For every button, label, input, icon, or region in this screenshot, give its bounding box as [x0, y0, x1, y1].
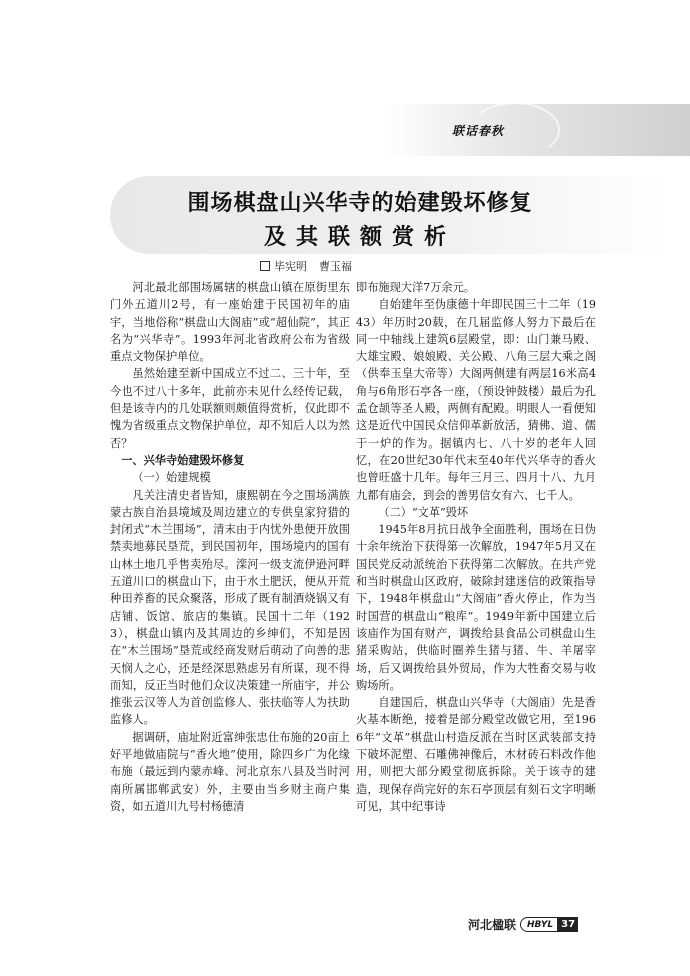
right-column — [356, 279, 596, 815]
author-box-icon — [260, 261, 270, 271]
section-tag: 联话春秋 — [452, 124, 505, 138]
journal-code: HBYL — [520, 917, 558, 932]
page-number: 37 — [558, 917, 578, 932]
paragraph: 即布施现大洋7万余元。 — [356, 281, 475, 294]
paragraph: 自建国后，棋盘山兴华寺（大阁庙）先是香火基本断绝，接着是部分殿堂改做它用，至1966年“文革”棋盘山村造反派在当时区武装部支持下破坏泥塑、石雕佛神像后，木材砖石料改作他用，则把大部分殿堂彻底拆除。关于该寺的建造，现保存尚完好的东石亭顶层有刻石文字明晰可见，其中纪事诗 — [356, 696, 596, 813]
article-title-line-1: 围场棋盘山兴华寺的始建毁坏修复 — [187, 190, 533, 216]
paragraph: 凡关注清史者皆知，康熙朝在今之围场满族蒙古族自治县境域及周边建立的专供皇家狩猎的封闭式“木兰围场”，清末由于内忧外患便开放围禁卖地募民垦荒，到民国初年，围场境内的国有山林土地几乎售卖殆尽。滦河一级支流伊逊河畔五道川口的棋盘山下，由于水土肥沃，便从开荒种田养畜的民众聚落，形成了既有制酒烧锅又有店铺、饭馆、旅店的集镇。民国十二年（1923），棋盘山镇内及其周边的乡绅们，不知是因在“木兰围场”垦荒或经商发财后萌动了向善的悲天悯人之心，还是经深思熟虑另有所谋，现不得而知，反正当时他们众议决策建一所庙宇，并公推张云汉等人为首创监修人、张扶临等人为扶助监修人。 — [110, 488, 350, 727]
paragraph: 自始建年至伪康德十年即民国三十二年（1943）年历时20载，在几届监修人努力下最后在同一中轴线上建筑6层殿堂，即：山门兼马殿、大雄宝殿、娘娘殿、关公殿、八角三层大乘之阁（供奉玉皇大帝等）大阁两侧建有两层16米高4角与6角形石亭各一座，（预设钟鼓楼）最后为孔孟仓颉等圣人殿，两侧有配殿。明眼人一看便知这是近代中国民众信仰革新放活，猜佛、道、儒于一炉的作为。据镇内七、八十岁的老年人回忆，在20世纪30年代末至40年代兴华寺的香火也曾旺盛十几年。每年三月三、四月十八、九月九都有庙会，到会的善男信女有六、七千人。 — [356, 298, 596, 502]
paragraph: 据调研，庙址附近富绅张忠仕布施的20亩上好平地做庙院与“香火地”使用，除四乡广为化缘布施（最远到内蒙赤峰、河北京东八县及当时河南所属邯郸武安）外，主要由当乡财主商户集资，如五道川九号村杨德清 — [110, 730, 350, 813]
author-name: 曹玉福 — [319, 260, 352, 273]
section-heading: 一、兴华寺始建毁坏修复 — [121, 453, 245, 467]
left-column — [110, 279, 350, 815]
paragraph: 河北最北部围场属辖的棋盘山镇在原街里东门外五道川2号，有一座始建于民国初年的庙宇，当地俗称“棋盘山大阁庙”或“超仙院”，其正名为“兴华寺”。1993年河北省政府公布为省级重点文物保护单位。 — [110, 281, 350, 364]
article-title-line-2: 及其联额赏析 — [263, 224, 456, 250]
author-name: 毕宪明 — [274, 260, 307, 273]
paragraph: 虽然始建至新中国成立不过二、三十年，至今也不过八十多年，此前亦未见什么经传记载，但是该寺内的几处联额则颇值得赏析，仅此即不愧为省级重点文物保护单位，却不知后人以为然否？ — [110, 367, 350, 450]
subsection-heading: （二）“文革”毁坏 — [378, 505, 469, 519]
authors — [260, 258, 352, 274]
subsection-heading: （一）始建规模 — [132, 471, 211, 485]
journal-name: 河北楹联 — [468, 917, 517, 932]
paragraph: 1945年8月抗日战争全面胜利，围场在日伪十余年统治下获得第一次解放，1947年5月又在国民党反动派统治下获得第二次解放。在共产党和当时棋盘山区政府，破除封建迷信的政策指导下，1948年棋盘山“大阁庙”香火停止，作为当时国营的棋盘山“粮库”。1949年新中国建立后该庙作为国有财产，调拨给县食品公司棋盘山生猪采购站，供临时圈养生猪与猪、牛、羊屠宰场，后又调拨给县外贸局，作为大牲畜交易与收购场所。 — [356, 523, 596, 692]
page-footer — [468, 914, 578, 934]
